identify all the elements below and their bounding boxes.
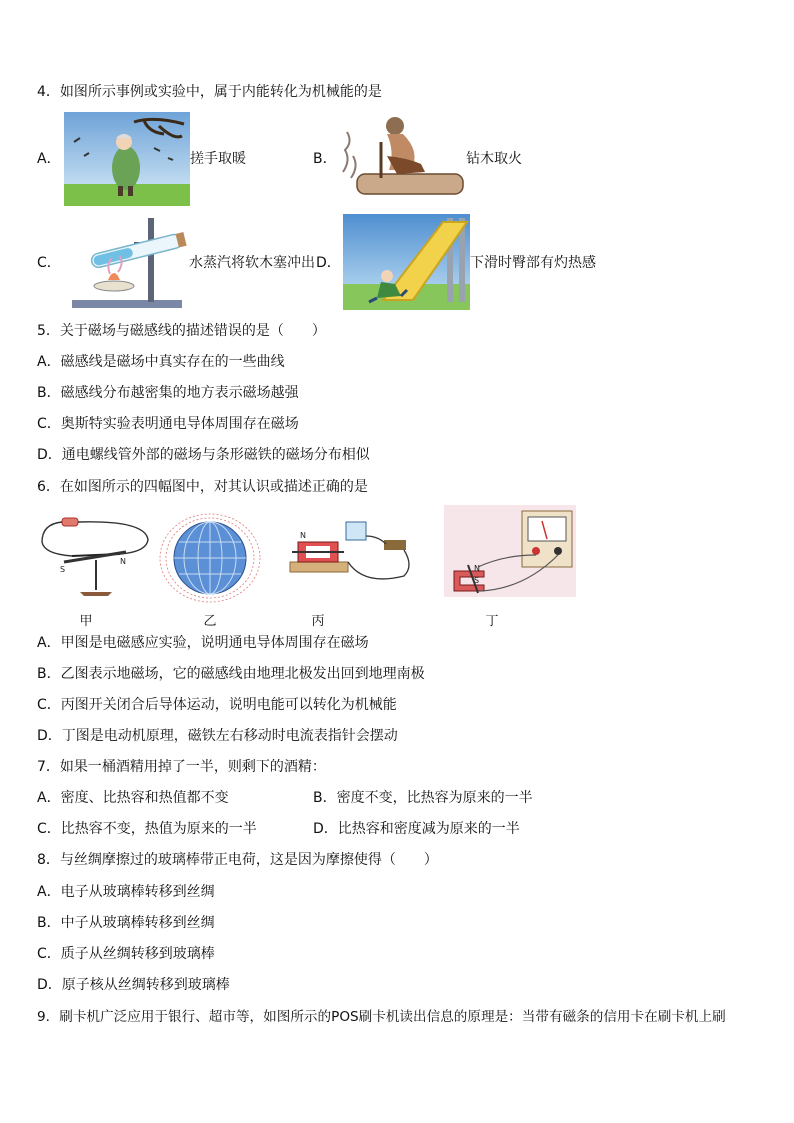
q5-option-d: D．通电螺线管外部的磁场与条形磁铁的磁场分布相似	[37, 447, 370, 463]
q8-stem: 8．与丝绸摩擦过的玻璃棒带正电荷，这是因为摩擦使得（ ）	[37, 852, 438, 868]
ding-n-label: N	[474, 564, 480, 573]
q7-option-d: D．比热容和密度减为原来的一半	[313, 821, 520, 837]
q8-option-c: C．质子从丝绸转移到玻璃棒	[37, 946, 215, 962]
q9-stem: 9．刷卡机广泛应用于银行、超市等，如图所示的POS刷卡机读出信息的原理是：当带有磁条的信用卡在刷卡机上刷	[37, 1009, 726, 1025]
q7-option-a: A．密度、比热容和热值都不变	[37, 790, 229, 806]
q5-stem: 5．关于磁场与磁感线的描述错误的是（ ）	[37, 323, 326, 339]
q5-option-b: B．磁感线分布越密集的地方表示磁场越强	[37, 385, 299, 401]
q8-option-a: A．电子从玻璃棒转移到丝绸	[37, 884, 215, 900]
figure-ding-induction	[444, 505, 576, 597]
q7-stem: 7．如果一桶酒精用掉了一半，则剩下的酒精：	[37, 759, 326, 775]
caption-jia: 甲	[79, 614, 93, 629]
q6-option-d: D．丁图是电动机原理，磁铁左右移动时电流表指针会摆动	[37, 728, 398, 744]
q4-option-b-label: 钻木取火	[466, 151, 522, 167]
q6-option-a: A．甲图是电磁感应实验，说明通电导体周围存在磁场	[37, 635, 369, 651]
q4-stem: 4．如图所示事例或实验中，属于内能转化为机械能的是	[37, 84, 382, 100]
bing-n-label: N	[300, 531, 306, 540]
q6-option-b: B．乙图表示地磁场，它的磁感线由地理北极发出回到地理南极	[37, 666, 425, 682]
ding-s-label: S	[474, 576, 480, 585]
q4-option-b-letter: B．	[313, 151, 337, 167]
rubbing-hands-picture	[64, 112, 190, 206]
caption-bing: 丙	[311, 614, 325, 629]
q8-option-d: D．原子核从丝绸转移到玻璃棒	[37, 977, 230, 993]
q4-option-a-letter: A．	[37, 151, 61, 167]
caption-ding: 丁	[485, 614, 499, 629]
q5-option-c: C．奥斯特实验表明通电导体周围存在磁场	[37, 416, 299, 432]
q4-option-c-letter: C．	[37, 255, 61, 271]
figure-yi-geomagnetic	[157, 512, 263, 604]
q7-option-b: B．密度不变，比热容为原来的一半	[313, 790, 533, 806]
figure-jia-oersted	[36, 512, 154, 600]
slide-picture	[343, 214, 470, 310]
q4-option-a-label: 搓手取暖	[190, 151, 246, 167]
figure-bing-motor	[284, 516, 434, 600]
q5-option-a: A．磁感线是磁场中真实存在的一些曲线	[37, 354, 285, 370]
test-tube-picture	[64, 214, 188, 310]
q6-stem: 6．在如图所示的四幅图中，对其认识或描述正确的是	[37, 479, 368, 495]
q6-option-c: C．丙图开关闭合后导体运动，说明电能可以转化为机械能	[37, 697, 397, 713]
caption-yi: 乙	[203, 614, 217, 629]
jia-n-label: N	[120, 557, 126, 566]
jia-s-label: S	[60, 565, 66, 574]
q8-option-b: B．中子从玻璃棒转移到丝绸	[37, 915, 215, 931]
q4-option-d-label: 下滑时臀部有灼热感	[470, 255, 596, 271]
q4-option-d-letter: D．	[316, 255, 341, 271]
q4-option-c-label: 水蒸汽将软木塞冲出	[189, 255, 315, 271]
drilling-wood-picture	[337, 112, 465, 206]
q7-option-c: C．比热容不变，热值为原来的一半	[37, 821, 257, 837]
